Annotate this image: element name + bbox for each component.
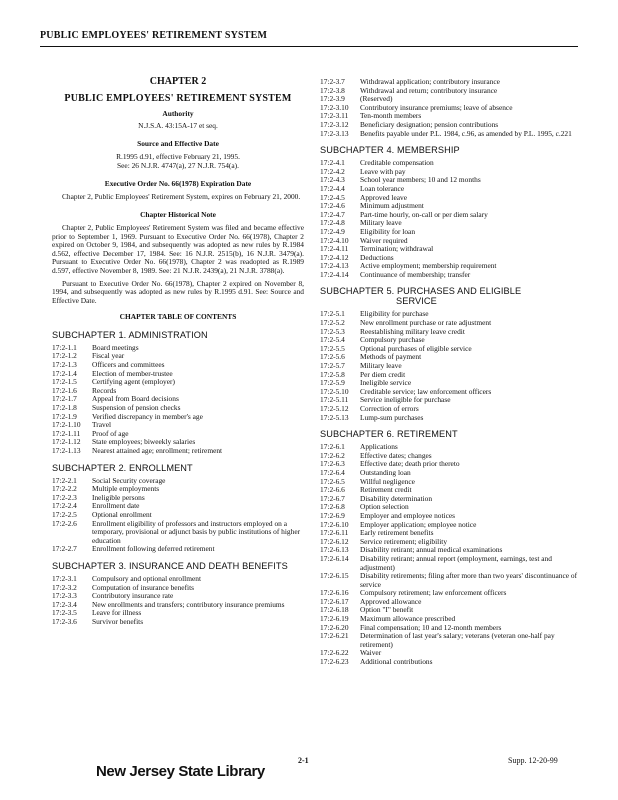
toc-entry	[320, 486, 578, 495]
supplement-date: Supp. 12-20-99	[508, 756, 558, 765]
section-number: 17:2-3.6	[52, 616, 77, 626]
page-number: 2-1	[298, 756, 309, 765]
toc-entry	[320, 396, 578, 405]
chapter-number: CHAPTER 2	[149, 76, 207, 87]
toc-entry	[52, 520, 304, 546]
section-number: 17:2-5.7	[320, 361, 345, 371]
section-number: 17:2-1.2	[52, 351, 77, 361]
toc-entry	[320, 219, 578, 228]
toc-entry	[320, 328, 578, 337]
toc-entry	[320, 460, 578, 469]
section-caption: Multiple employments	[92, 484, 160, 494]
library-stamp: New Jersey State Library	[96, 763, 265, 780]
subchapter-title	[320, 429, 578, 439]
section-caption: Additional contributions	[360, 657, 433, 667]
toc-entry	[320, 87, 578, 96]
section-number: 17:2-1.7	[52, 394, 77, 404]
subchapter-sections	[320, 443, 578, 666]
toc-entry	[320, 632, 578, 649]
section-caption: Election of member-trustee	[92, 368, 173, 378]
toc-entry	[320, 529, 578, 538]
section-number: 17:2-1.1	[52, 342, 77, 352]
toc-entry	[320, 555, 578, 572]
section-caption: Board meetings	[92, 342, 139, 352]
section-caption: Compulsory purchase	[360, 335, 425, 345]
toc-entry	[320, 104, 578, 113]
section-number: 17:2-3.8	[320, 85, 345, 95]
section-number: 17:2-2.3	[52, 492, 77, 502]
section-number: 17:2-6.12	[320, 536, 349, 546]
section-number: 17:2-4.11	[320, 244, 349, 254]
toc-entry	[52, 485, 304, 494]
toc-entry	[320, 405, 578, 414]
section-number: 17:2-1.12	[52, 437, 81, 447]
section-caption: Creditable compensation	[360, 158, 434, 168]
section-caption: Optional enrollment	[92, 509, 152, 519]
section-caption: Enrollment date	[92, 501, 140, 511]
section-number: 17:2-5.1	[320, 309, 345, 319]
section-number: 17:2-2.2	[52, 484, 77, 494]
section-number: 17:2-3.10	[320, 102, 349, 112]
toc-entry	[320, 478, 578, 487]
section-number: 17:2-5.12	[320, 404, 349, 413]
section-caption: Service retirement; eligibility	[360, 536, 448, 546]
section-caption: Option "I" benefit	[360, 605, 414, 615]
section-number: 17:2-6.17	[320, 596, 349, 606]
section-caption: Social Security coverage	[92, 475, 166, 485]
section-number: 17:2-3.11	[320, 111, 349, 121]
toc-entry	[52, 352, 304, 361]
section-number: 17:2-1.5	[52, 377, 77, 387]
section-caption: Early retirement benefits	[360, 528, 434, 538]
executive-order-heading: Executive Order No. 66(1978) Expiration Date	[104, 179, 252, 189]
toc-entry	[320, 345, 578, 354]
authority-text: N.J.S.A. 43:15A-17 et seq.	[138, 120, 218, 130]
subchapter-title: SUBCHAPTER 2. ENROLLMENT	[52, 462, 193, 473]
section-caption: Creditable service; law enforcement officers	[360, 386, 492, 396]
toc-entry	[52, 494, 304, 503]
subchapter-title-text: SUBCHAPTER 6. RETIREMENT	[320, 429, 458, 440]
section-caption: Per diem credit	[360, 369, 406, 379]
section-caption: Leave for illness	[92, 608, 142, 618]
section-number: 17:2-2.7	[52, 544, 77, 554]
section-caption: Beneficiary designation; pension contributions	[360, 119, 499, 129]
section-caption: New enrollment purchase or rate adjustment	[360, 318, 492, 328]
section-caption: School year members; 10 and 12 months	[360, 175, 481, 185]
section-caption: Withdrawal application; contributory insurance	[360, 77, 500, 86]
section-number: 17:2-6.20	[320, 622, 349, 632]
section-caption: Reestablishing military leave credit	[360, 326, 465, 336]
toc-entry	[320, 495, 578, 504]
subchapter-title: SUBCHAPTER 1. ADMINISTRATION	[52, 329, 208, 340]
section-caption: Contributory insurance rate	[92, 591, 174, 601]
section-number: 17:2-2.5	[52, 509, 77, 519]
section-number: 17:2-2.4	[52, 501, 77, 511]
section-caption: Deductions	[360, 252, 394, 262]
subchapter-title-continuation: SERVICE	[396, 296, 437, 307]
section-number: 17:2-4.10	[320, 235, 349, 245]
section-caption: Travel	[92, 420, 112, 430]
section-caption: Disability retirant; annual report (employment, earnings, test and adjustment)	[360, 553, 552, 572]
source-line-1: R.1995 d.91, effective February 21, 1995.	[116, 151, 240, 161]
section-number: 17:2-3.4	[52, 599, 77, 609]
section-caption: Minimum adjustment	[360, 201, 424, 211]
section-number: 17:2-1.8	[52, 403, 77, 413]
section-caption: Appeal from Board decisions	[92, 394, 179, 404]
section-number: 17:2-6.5	[320, 476, 345, 486]
section-number: 17:2-6.15	[320, 571, 349, 581]
section-number: 17:2-6.21	[320, 631, 349, 641]
section-number: 17:2-4.5	[320, 192, 345, 202]
section-caption: Methods of payment	[360, 352, 422, 362]
section-caption: Waiver	[360, 648, 382, 658]
toc-entry	[52, 361, 304, 370]
executive-order-text: Chapter 2, Public Employees' Retirement System, expires on February 21, 2000.	[62, 191, 301, 201]
section-caption: Disability retirements; filing after more than two years' discontinuance of service	[360, 571, 578, 589]
subchapter-sections	[52, 477, 304, 554]
section-caption: Eligibility for loan	[360, 226, 416, 236]
section-number: 17:2-6.4	[320, 467, 345, 477]
subchapter-title	[320, 286, 578, 306]
toc-entry	[320, 185, 578, 194]
section-number: 17:2-6.10	[320, 519, 349, 529]
toc-entry	[320, 414, 578, 423]
section-caption: Fiscal year	[92, 351, 125, 361]
section-caption: Optional purchases of eligible service	[360, 343, 472, 353]
subchapter-sections	[320, 159, 578, 279]
section-caption: Verified discrepancy in member's age	[92, 411, 203, 421]
section-number: 17:2-4.13	[320, 261, 349, 271]
toc-entry	[320, 362, 578, 371]
toc-entry	[320, 469, 578, 478]
toc-entry	[320, 237, 578, 246]
toc-entry	[52, 545, 304, 554]
section-caption: Disability determination	[360, 493, 433, 503]
toc-entry	[320, 271, 578, 280]
toc-entry	[320, 572, 578, 589]
historical-note-heading: Chapter Historical Note	[140, 210, 216, 220]
section-caption: Eligibility for purchase	[360, 309, 429, 319]
section-number: 17:2-4.4	[320, 183, 345, 193]
section-number: 17:2-1.10	[52, 420, 81, 430]
toc-entry	[320, 245, 578, 254]
section-caption: Retirement credit	[360, 485, 412, 495]
section-caption: Certifying agent (employer)	[92, 377, 175, 387]
section-caption: Computation of insurance benefits	[92, 582, 195, 592]
section-caption: Enrollment eligibility of professors and instructors employed on a temporary, provisional or adjunct basis by public institutions of higher education	[92, 518, 301, 545]
historical-note-paragraph-2: Pursuant to Executive Order No. 66(1978), Chapter 2 expired on November 8, 1994, and subsequently was adopted as new rules by R.1995 d.91. See: Source and Effective Date.	[52, 278, 304, 305]
toc-entry	[320, 658, 578, 667]
section-number: 17:2-5.3	[320, 326, 345, 336]
subchapter-title-text: SUBCHAPTER 4. MEMBERSHIP	[320, 145, 460, 156]
section-number: 17:2-6.3	[320, 459, 345, 469]
left-subchapter-list	[52, 330, 304, 627]
running-head: PUBLIC EMPLOYEES' RETIREMENT SYSTEM	[40, 30, 268, 41]
section-number: 17:2-3.1	[52, 573, 77, 583]
section-caption: Service ineligible for purchase	[360, 395, 451, 405]
section-number: 17:2-5.11	[320, 395, 349, 405]
section-caption: Proof of age	[92, 428, 129, 438]
section-number: 17:2-6.1	[320, 442, 345, 452]
section-number: 17:2-6.2	[320, 450, 345, 460]
section-number: 17:2-3.3	[52, 591, 77, 601]
right-subchapter-list	[320, 145, 578, 666]
toc-entry	[320, 176, 578, 185]
section-number: 17:2-5.4	[320, 335, 345, 345]
subchapter-sections	[52, 575, 304, 627]
section-number: 17:2-3.13	[320, 128, 349, 138]
subchapter-sections	[320, 310, 578, 422]
section-number: 17:2-5.2	[320, 318, 345, 328]
section-number: 17:2-1.9	[52, 411, 77, 421]
section-caption: Termination; withdrawal	[360, 244, 434, 254]
toc-entry	[52, 370, 304, 379]
section-caption: Loan tolerance	[360, 183, 405, 193]
section-number: 17:2-6.22	[320, 648, 349, 658]
section-caption: Maximum allowance prescribed	[360, 614, 456, 624]
section-number: 17:2-6.14	[320, 553, 349, 563]
section-caption: Contributory insurance premiums; leave of absence	[360, 102, 513, 112]
section-number: 17:2-6.13	[320, 545, 349, 555]
section-caption: Correction of errors	[360, 404, 419, 413]
toc-entry	[320, 598, 578, 607]
toc-entry	[320, 194, 578, 203]
section-caption: Effective dates; changes	[360, 450, 432, 460]
toc-entry	[320, 228, 578, 237]
section-number: 17:2-4.2	[320, 166, 345, 176]
section-number: 17:2-6.9	[320, 510, 345, 520]
section-caption: Outstanding loan	[360, 467, 411, 477]
section-number: 17:2-4.6	[320, 201, 345, 211]
section-number: 17:2-1.3	[52, 360, 77, 370]
source-heading: Source and Effective Date	[137, 139, 219, 149]
section-caption: Approved leave	[360, 192, 407, 202]
chapter-title: PUBLIC EMPLOYEES' RETIREMENT SYSTEM	[64, 92, 292, 104]
toc-entry	[320, 159, 578, 168]
right-column	[320, 78, 578, 667]
section-caption: (Reserved)	[360, 94, 393, 104]
section-caption: Approved allowance	[360, 596, 422, 606]
toc-entry	[320, 371, 578, 380]
toc-entry	[52, 477, 304, 486]
section-number: 17:2-4.7	[320, 209, 345, 219]
section-caption: Leave with pay	[360, 166, 406, 176]
section-caption: Option selection	[360, 502, 409, 512]
authority-heading: Authority	[162, 109, 194, 119]
section-caption: Survivor benefits	[92, 616, 144, 626]
section-number: 17:2-1.11	[52, 428, 81, 438]
toc-entry	[52, 584, 304, 593]
toc-entry	[52, 447, 304, 456]
header-rule	[40, 46, 578, 47]
section-number: 17:2-2.1	[52, 475, 77, 485]
subchapter-3-continuation	[320, 78, 578, 138]
section-number: 17:2-4.8	[320, 218, 345, 228]
historical-note-paragraph-1: Chapter 2, Public Employees' Retirement System was filed and became effective prior to September 1, 1969. Pursuant to Executive Order No. 66(1978), Chapter 2 expired on October 9, 1984, and subsequently was adopted as new rules by R.1984 d.562, effective December 17, 1984. See: 16 N.J.R. 2515(b), 16 N.J.R. 3479(a). Pursuant to Executive Order No. 66(1978), Chapter 2 was readopted as R.1989 d.597, effective November 8, 1989. See: 21 N.J.R. 2439(a), 21 N.J.R. 3788(a).	[52, 222, 304, 275]
section-caption: Enrollment following deferred retirement	[92, 544, 215, 554]
section-caption: Records	[92, 385, 117, 395]
subchapter-title	[320, 145, 578, 155]
section-number: 17:2-4.1	[320, 158, 345, 168]
toc-entry	[320, 649, 578, 658]
section-number: 17:2-6.11	[320, 528, 349, 538]
section-number: 17:2-5.6	[320, 352, 345, 362]
section-number: 17:2-6.6	[320, 485, 345, 495]
toc-entry	[52, 618, 304, 627]
section-number: 17:2-4.9	[320, 226, 345, 236]
section-number: 17:2-3.7	[320, 77, 345, 86]
section-caption: Willful negligence	[360, 476, 415, 486]
section-number: 17:2-3.2	[52, 582, 77, 592]
section-caption: Disability retirant; annual medical examinations	[360, 545, 503, 555]
toc-entry	[52, 413, 304, 422]
section-number: 17:2-3.9	[320, 94, 345, 104]
subchapter-title-text: SUBCHAPTER 5. PURCHASES AND ELIGIBLE	[320, 286, 522, 297]
section-number: 17:2-5.13	[320, 412, 349, 422]
section-caption: Active employment; membership requirement	[360, 261, 497, 271]
table-of-contents-heading: CHAPTER TABLE OF CONTENTS	[119, 312, 237, 322]
section-number: 17:2-6.7	[320, 493, 345, 503]
section-caption: Continuance of membership; transfer	[360, 269, 471, 279]
section-number: 17:2-1.4	[52, 368, 77, 378]
section-caption: Lump-sum purchases	[360, 412, 424, 422]
section-number: 17:2-6.8	[320, 502, 345, 512]
section-caption: New enrollments and transfers; contributory insurance premiums	[92, 599, 285, 609]
section-number: 17:2-6.19	[320, 614, 349, 624]
subchapter-title: SUBCHAPTER 3. INSURANCE AND DEATH BENEFITS	[52, 560, 288, 571]
section-number: 17:2-2.6	[52, 518, 77, 528]
section-caption: Compulsory retirement; law enforcement officers	[360, 588, 507, 598]
toc-entry	[320, 211, 578, 220]
section-number: 17:2-4.14	[320, 269, 349, 279]
toc-entry	[52, 344, 304, 353]
toc-entry	[320, 521, 578, 530]
section-number: 17:2-5.5	[320, 343, 345, 353]
toc-entry	[320, 353, 578, 362]
toc-entry	[52, 378, 304, 387]
section-number: 17:2-6.18	[320, 605, 349, 615]
toc-entry	[52, 502, 304, 511]
toc-entry	[320, 589, 578, 598]
toc-entry	[52, 601, 304, 610]
section-number: 17:2-4.12	[320, 252, 349, 262]
section-caption: State employees; biweekly salaries	[92, 437, 196, 447]
section-number: 17:2-3.12	[320, 119, 349, 129]
section-caption: Nearest attained age; enrollment; retirement	[92, 446, 223, 455]
toc-entry	[320, 130, 578, 139]
section-caption: Suspension of pension checks	[92, 403, 181, 413]
section-caption: Applications	[360, 442, 398, 452]
section-caption: Effective date; death prior thereto	[360, 459, 460, 469]
section-caption: Waiver required	[360, 235, 408, 245]
section-caption: Final compensation; 10 and 12-month members	[360, 622, 502, 632]
section-caption: Employer and employee notices	[360, 510, 456, 520]
section-caption: Part-time hourly, on-call or per diem salary	[360, 209, 488, 219]
section-number: 17:2-4.3	[320, 175, 345, 185]
section-number: 17:2-5.8	[320, 369, 345, 379]
section-caption: Ineligible persons	[92, 492, 145, 502]
source-line-2: See: 26 N.J.R. 4747(a), 27 N.J.R. 754(a).	[117, 160, 239, 170]
section-caption: Benefits payable under P.L. 1984, c.96, as amended by P.L. 1995, c.221	[360, 128, 572, 138]
section-caption: Ten-month members	[360, 111, 422, 121]
section-number: 17:2-3.5	[52, 608, 77, 618]
section-caption: Compulsory and optional enrollment	[92, 573, 201, 583]
section-number: 17:2-1.6	[52, 385, 77, 395]
section-number: 17:2-6.23	[320, 657, 349, 667]
section-number: 17:2-5.10	[320, 386, 349, 396]
toc-entry	[320, 443, 578, 452]
section-number: 17:2-5.9	[320, 378, 345, 388]
section-caption: Employer application; employee notice	[360, 519, 477, 529]
section-caption: Withdrawal and return; contributory insurance	[360, 85, 498, 95]
section-caption: Officers and committees	[92, 360, 165, 370]
section-caption: Military leave	[360, 361, 402, 371]
section-caption: Military leave	[360, 218, 402, 228]
section-caption: Ineligible service	[360, 378, 412, 388]
toc-entry	[52, 609, 304, 618]
section-number: 17:2-6.16	[320, 588, 349, 598]
section-number: 17:2-1.13	[52, 446, 81, 455]
left-column	[52, 78, 304, 627]
toc-entry	[52, 421, 304, 430]
section-caption: Determination of last year's salary; veterans (veteran one-half pay retirement)	[360, 631, 555, 649]
subchapter-sections	[52, 344, 304, 456]
